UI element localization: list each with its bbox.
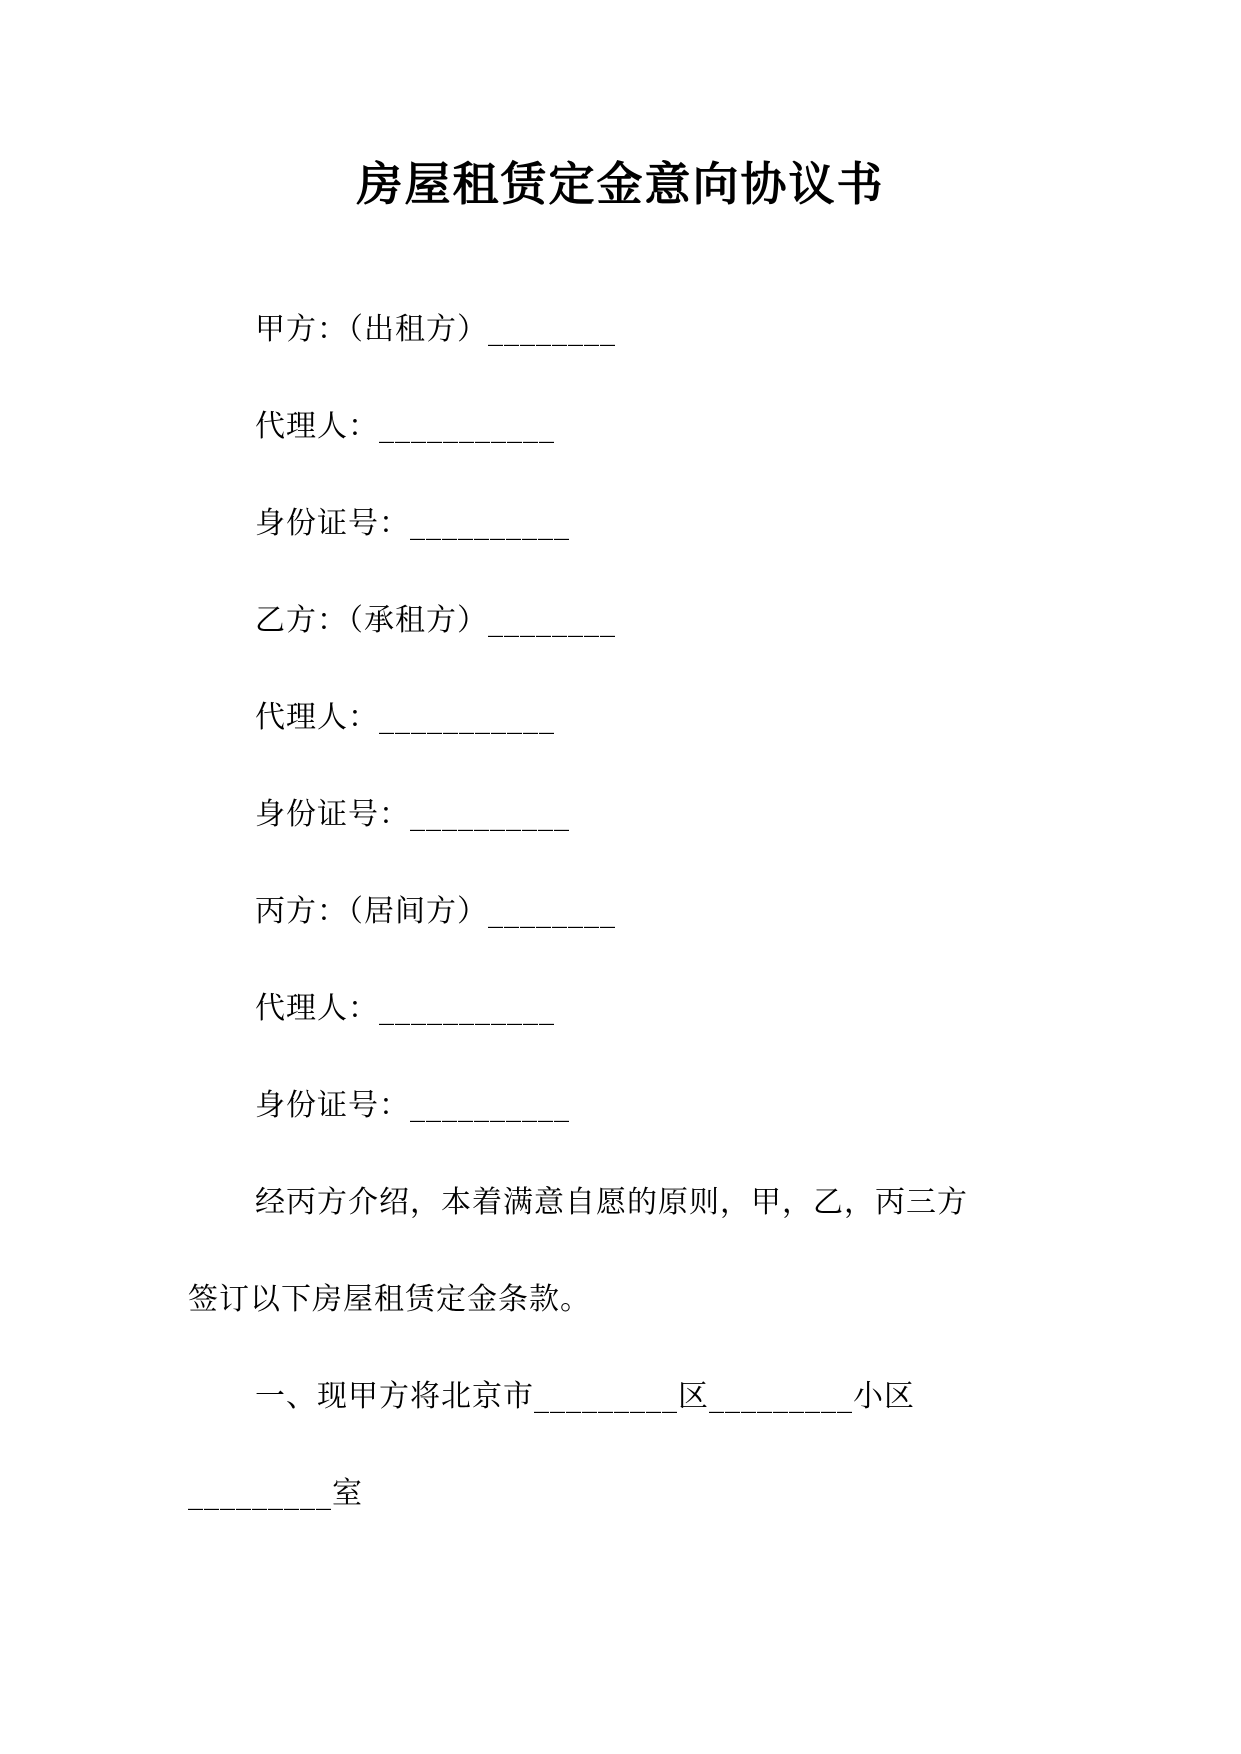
party-c-id-line: 身份证号：__________ bbox=[255, 1088, 570, 1123]
party-b-agent-line: 代理人：___________ bbox=[255, 700, 555, 735]
document-title: 房屋租赁定金意向协议书 bbox=[356, 157, 885, 211]
intro-paragraph-line-2: 签订以下房屋租赁定金条款。 bbox=[188, 1282, 591, 1317]
party-c-line: 丙方：（居间方）________ bbox=[255, 894, 616, 929]
intro-paragraph-line-1: 经丙方介绍，本着满意自愿的原则，甲，乙，丙三方 bbox=[255, 1185, 968, 1220]
party-a-line: 甲方：（出租方）________ bbox=[255, 312, 616, 347]
party-a-agent-line: 代理人：___________ bbox=[255, 409, 555, 444]
party-b-id-line: 身份证号：__________ bbox=[255, 797, 570, 832]
clause-1-line-1: 一、现甲方将北京市_________区_________小区 bbox=[255, 1379, 915, 1414]
party-c-agent-line: 代理人：___________ bbox=[255, 991, 555, 1026]
party-b-line: 乙方：（承租方）________ bbox=[255, 603, 616, 638]
clause-1-line-2: _________室 bbox=[188, 1476, 363, 1511]
party-a-id-line: 身份证号：__________ bbox=[255, 506, 570, 541]
